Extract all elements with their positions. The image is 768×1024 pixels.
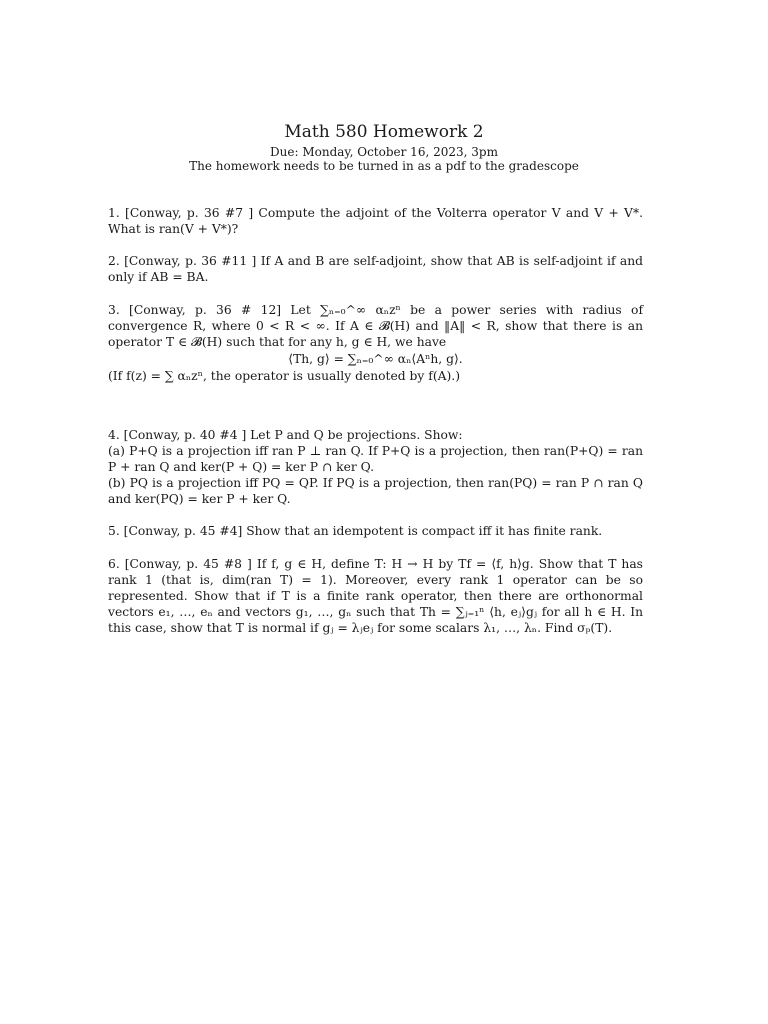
- problem-4-part-b: (b) PQ is a projection iff PQ = QP. If PQ is a projection, then ran(PQ) = ran P ∩ ran Q and ker(PQ) = ker P + ker Q.: [108, 476, 643, 506]
- document-title: Math 580 Homework 2: [284, 122, 484, 142]
- problem-6-text: 6. [Conway, p. 45 #8 ] If f, g ∈ H, define T: H → H by Tf = ⟨f, h⟩g. Show that T has rank 1 (that is, dim(ran T) = 1). Moreover, every rank 1 operator can be so represented. Show that if T is a finite rank operator, then there are orthonormal vectors e₁, …, eₙ and vectors g₁, …, gₙ such that Th = ∑ⱼ₌₁ⁿ ⟨h, eⱼ⟩gⱼ for all h ∈ H. In this case, show that T is normal if gⱼ = λⱼeⱼ for some scalars λ₁, …, λₙ. Find σₚ(T).: [108, 557, 643, 635]
- problem-1: [108, 205, 643, 237]
- problem-3: [108, 302, 643, 384]
- problem-5: [108, 523, 643, 539]
- due-date: Due: Monday, October 16, 2023, 3pm: [270, 145, 498, 159]
- submission-instructions: The homework needs to be turned in as a pdf to the gradescope: [189, 159, 579, 173]
- problem-2-text: 2. [Conway, p. 36 #11 ] If A and B are self-adjoint, show that AB is self-adjoint if and only if AB = BA.: [108, 254, 643, 284]
- problem-5-text: 5. [Conway, p. 45 #4] Show that an idempotent is compact iff it has finite rank.: [108, 524, 603, 538]
- problem-3-equation: ⟨Th, g⟩ = ∑ₙ₌₀^∞ αₙ⟨Aⁿh, g⟩.: [288, 352, 463, 366]
- problem-3-text: 3. [Conway, p. 36 # 12] Let ∑ₙ₌₀^∞ αₙzⁿ be a power series with radius of convergence R, where 0 < R < ∞. If A ∈ 𝓑(H) and ‖A‖ < R, show that there is an operator T ∈ 𝓑(H) such that for any h, g ∈ H, we have: [108, 303, 643, 349]
- problem-1-text: 1. [Conway, p. 36 #7 ] Compute the adjoint of the Volterra operator V and V + V*. What is ran(V + V*)?: [108, 206, 643, 236]
- problem-3-note: (If f(z) = ∑ αₙzⁿ, the operator is usually denoted by f(A).): [108, 369, 461, 383]
- problem-6: [108, 556, 643, 636]
- problem-2: [108, 253, 643, 285]
- problem-4: [108, 427, 643, 507]
- problem-4-intro: 4. [Conway, p. 40 #4 ] Let P and Q be projections. Show:: [108, 428, 463, 442]
- problem-4-part-a: (a) P+Q is a projection iff ran P ⊥ ran Q. If P+Q is a projection, then ran(P+Q) = ran P + ran Q and ker(P + Q) = ker P ∩ ker Q.: [108, 444, 643, 474]
